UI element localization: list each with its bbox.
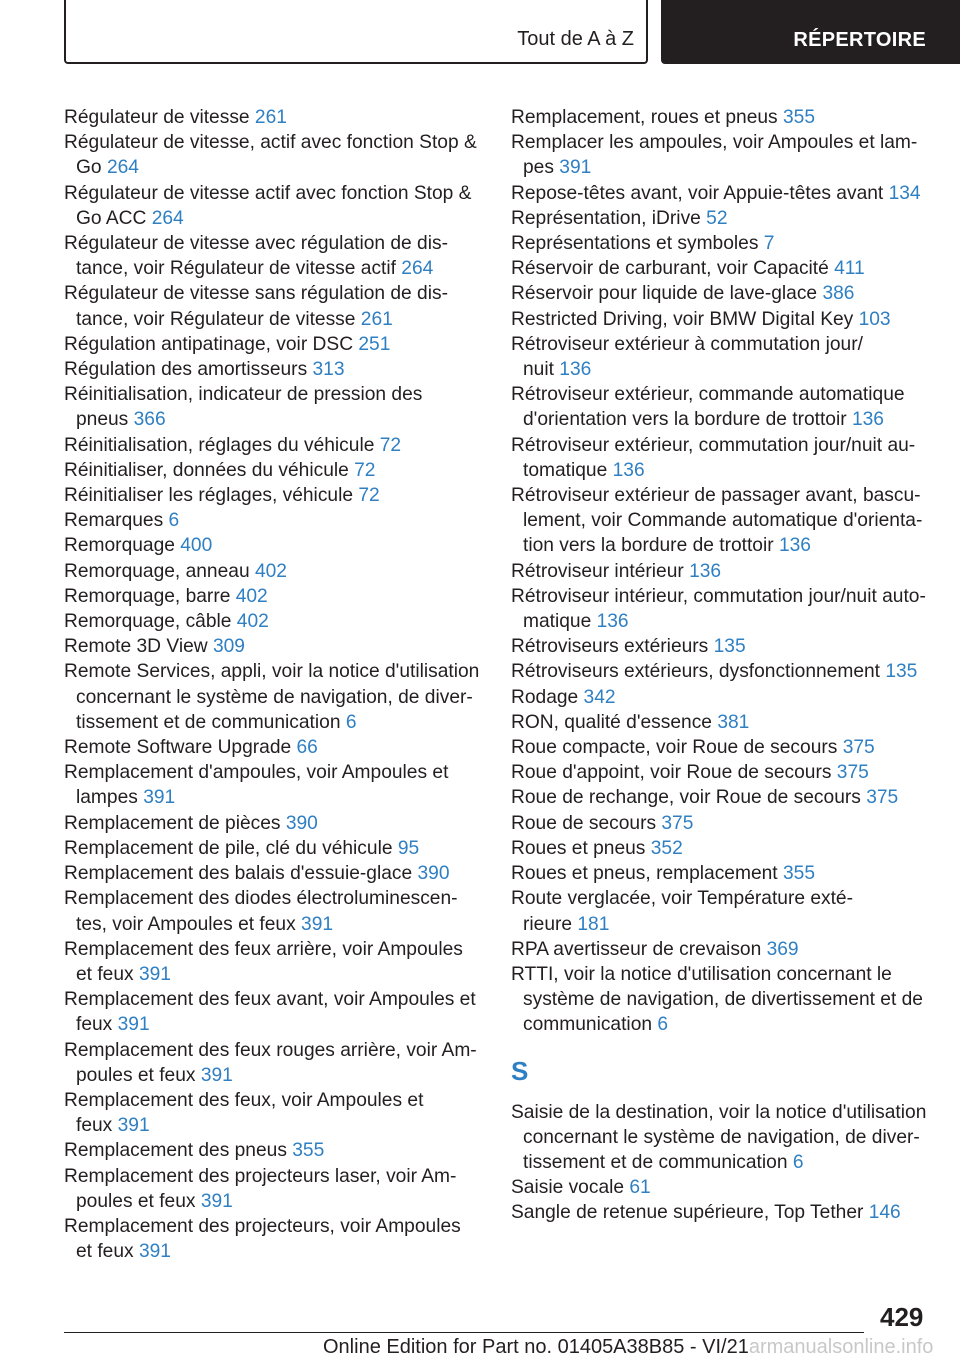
index-entry-text: Remplacement des diodes électroluminescen‐ (64, 888, 458, 910)
index-entry (511, 634, 941, 659)
index-entry-text: Repose-têtes avant, voir Appuie-têtes avant (511, 182, 889, 204)
page-reference-link[interactable]: 261 (360, 308, 393, 330)
index-entry-text: tance, voir Régulateur de vitesse (76, 308, 361, 330)
index-entry-text: Roues et pneus, remplacement (511, 863, 783, 885)
index-entry-text: Rétroviseurs extérieurs, dysfonctionnement (511, 661, 886, 683)
index-entry-text: Réinitialisation, indicateur de pression des (64, 384, 423, 406)
page-reference-link[interactable]: 391 (117, 1115, 150, 1137)
index-entry-text: Rétroviseur extérieur, commande automatique (511, 384, 905, 406)
page-reference-link[interactable]: 61 (629, 1177, 651, 1199)
page-reference-link[interactable]: 309 (212, 636, 245, 658)
header-tabs (0, 0, 960, 68)
index-entry (511, 1200, 941, 1225)
index-entry (511, 886, 941, 936)
page-reference-link[interactable]: 366 (133, 409, 166, 431)
index-entry-text: Rodage (511, 686, 584, 708)
index-entry-text: Réinitialiser, données du véhicule (64, 459, 355, 481)
index-entry-text: feux (76, 1115, 118, 1137)
page-reference-link[interactable]: 264 (106, 157, 139, 179)
index-entry (64, 508, 484, 533)
page-reference-link[interactable]: 391 (301, 913, 334, 935)
index-entry-text: Roue de secours (511, 812, 662, 834)
index-entry (511, 836, 941, 861)
tab-all-a-to-z[interactable] (64, 0, 648, 64)
index-entry-text: tion vers la bordure de trottoir (523, 535, 779, 557)
index-entry-text: Rétroviseur intérieur (511, 560, 690, 582)
index-entry (64, 382, 484, 432)
index-entry-text: Remote Services, appli, voir la notice d'utilisation (64, 661, 480, 683)
page-reference-link[interactable]: 355 (292, 1140, 325, 1162)
index-entry (64, 181, 484, 231)
index-entry-text: Roue d'appoint, voir Roue de secours (511, 762, 837, 784)
index-entry-text: Réinitialisation, réglages du véhicule (64, 434, 380, 456)
page-reference-link[interactable]: 6 (657, 1014, 669, 1036)
page-reference-link[interactable]: 103 (858, 308, 891, 330)
page-reference-link[interactable]: 355 (782, 863, 815, 885)
index-entry-text: Remplacement d'ampoules, voir Ampoules et (64, 762, 449, 784)
page-reference-link[interactable]: 375 (866, 787, 899, 809)
page-reference-link[interactable]: 136 (689, 560, 722, 582)
page-reference-link[interactable]: 375 (836, 762, 869, 784)
index-entry-text: nuit (523, 359, 560, 381)
index-entry (64, 886, 484, 936)
page-reference-link[interactable]: 391 (200, 1190, 233, 1212)
index-entry (64, 1214, 484, 1264)
page-reference-link[interactable]: 355 (782, 107, 815, 128)
page-reference-link[interactable]: 391 (117, 1014, 150, 1036)
index-entry-text: Remplacement des balais d'essuie-glace (64, 863, 418, 885)
page-reference-link[interactable]: 136 (612, 459, 645, 481)
index-entry (64, 559, 484, 584)
index-entries-r (511, 105, 941, 1038)
index-entry (64, 1138, 484, 1163)
index-entry-text: Restricted Driving, voir BMW Digital Key (511, 308, 859, 330)
footer-edition (323, 1336, 933, 1359)
index-entry (64, 760, 484, 810)
page-reference-link[interactable]: 375 (661, 812, 694, 834)
page-reference-link[interactable]: 402 (235, 585, 268, 607)
index-entry-text: Réservoir pour liquide de lave-glace (511, 283, 823, 305)
index-entry-text: Remorquage, câble (64, 611, 237, 633)
index-entry (511, 281, 941, 306)
index-entry-text: Route verglacée, voir Température exté‐ (511, 888, 853, 910)
index-entry (511, 559, 941, 584)
tab-index-label: RÉPERTOIRE (793, 29, 926, 51)
index-entry-text: pes (523, 157, 560, 179)
index-entry (511, 659, 941, 684)
index-entry-text: Régulation des amortisseurs (64, 359, 313, 381)
index-entry-text: poules et feux (76, 1064, 201, 1086)
index-entry-text: Remplacement, roues et pneus (511, 107, 783, 128)
page-reference-link[interactable]: 181 (577, 913, 610, 935)
index-entry (511, 937, 941, 962)
page-reference-link[interactable]: 136 (596, 611, 629, 633)
index-entry (64, 634, 484, 659)
index-entry-text: Saisie de la destination, voir la notice d'utilisation (511, 1101, 927, 1123)
page-reference-link[interactable]: 135 (713, 636, 746, 658)
index-entry-text: Go ACC (76, 207, 152, 229)
index-entry-text: Réinitialiser les réglages, véhicule (64, 485, 359, 507)
index-entry-text: poules et feux (76, 1190, 201, 1212)
page-reference-link[interactable]: 264 (401, 258, 434, 280)
index-entry-text: d'orientation vers la bordure de trottoir (523, 409, 852, 431)
page-reference-link[interactable]: 400 (180, 535, 213, 557)
index-entry-text: RON, qualité d'essence (511, 711, 718, 733)
index-entry-text: Régulation antipatinage, voir DSC (64, 333, 359, 355)
index-entry-text: Roue compacte, voir Roue de secours (511, 737, 843, 759)
index-entry (511, 785, 941, 810)
index-entry (511, 307, 941, 332)
page-reference-link[interactable]: 391 (138, 1241, 171, 1263)
index-entry-text: concernant le système de navigation, de diver‐ (523, 1126, 920, 1148)
index-entry-text: Rétroviseur extérieur à commutation jour/ (511, 333, 863, 355)
page-reference-link[interactable]: 390 (285, 812, 318, 834)
index-entry-text: concernant le système de navigation, de diver‐ (76, 686, 473, 708)
index-entry-text: feux (76, 1014, 118, 1036)
index-entry (64, 458, 484, 483)
index-entry (64, 937, 484, 987)
index-entry (64, 1038, 484, 1088)
index-entry (511, 105, 941, 130)
index-entry (64, 609, 484, 634)
index-entry-text: Rétroviseur extérieur, commutation jour/nuit au‐ (511, 434, 916, 456)
index-entry (64, 357, 484, 382)
index-entry (64, 130, 484, 180)
index-entry (64, 1088, 484, 1138)
index-entry-text: lampes (76, 787, 144, 809)
page-reference-link[interactable]: 391 (559, 157, 592, 179)
page-reference-link[interactable]: 411 (834, 258, 865, 280)
index-entry-text: tissement et de communication (523, 1151, 793, 1173)
index-entry (64, 332, 484, 357)
index-entry-text: Roue de rechange, voir Roue de secours (511, 787, 867, 809)
page-reference-link[interactable]: 375 (842, 737, 875, 759)
index-entry-text: Remarques (64, 510, 169, 532)
index-entry (64, 659, 484, 735)
index-entry-text: Représentation, iDrive (511, 207, 707, 229)
section-letter-s: S (511, 1055, 529, 1086)
index-entry (511, 861, 941, 886)
page-reference-link[interactable]: 342 (583, 686, 616, 708)
page-reference-link[interactable]: 72 (354, 459, 376, 481)
index-entry-text: pneus (76, 409, 134, 431)
index-entry-text: Remplacer les ampoules, voir Ampoules et lam‐ (511, 132, 918, 154)
page-reference-link[interactable]: 352 (650, 837, 683, 859)
index-entry-text: rieure (523, 913, 578, 935)
index-entry-text: Remplacement des feux rouges arrière, voir Am‐ (64, 1039, 477, 1061)
index-column-right (511, 105, 941, 1226)
index-entry (64, 231, 484, 281)
page-reference-link[interactable]: 6 (345, 711, 357, 733)
index-entry (511, 382, 941, 432)
footer-brand-watermark: armanualsonline.info (748, 1336, 934, 1358)
page-reference-link[interactable]: 381 (717, 711, 750, 733)
index-entry-text: Saisie vocale (511, 1177, 630, 1199)
index-entry-text: Remplacement des projecteurs laser, voir Am‐ (64, 1165, 457, 1187)
index-entry (511, 231, 941, 256)
index-entry-text: Rétroviseur intérieur, commutation jour/nuit auto‐ (511, 585, 926, 607)
index-entry-text: matique (523, 611, 597, 633)
page-reference-link[interactable]: 390 (417, 863, 450, 885)
page-reference-link[interactable]: 52 (706, 207, 728, 229)
page-reference-link[interactable]: 261 (254, 107, 287, 128)
index-entry-text: tomatique (523, 459, 613, 481)
index-entry (511, 685, 941, 710)
page-reference-link[interactable]: 391 (138, 963, 171, 985)
index-entry-text: Rétroviseur extérieur de passager avant, bascu‐ (511, 485, 921, 507)
index-entry-text: tes, voir Ampoules et feux (76, 913, 302, 935)
index-entry (511, 710, 941, 735)
page-reference-link[interactable]: 136 (559, 359, 592, 381)
page-reference-link[interactable]: 313 (312, 359, 345, 381)
index-entry-text: Remorquage, barre (64, 585, 236, 607)
page-reference-link[interactable]: 146 (868, 1202, 901, 1224)
index-entry-text: RPA avertisseur de crevaison (511, 938, 767, 960)
index-entry (64, 533, 484, 558)
index-entry-text: système de navigation, de divertissement et de (523, 989, 923, 1011)
index-entry (64, 433, 484, 458)
tab-index[interactable] (661, 0, 960, 64)
page-reference-link[interactable]: 72 (358, 485, 380, 507)
page-reference-link[interactable]: 66 (296, 737, 318, 759)
index-entry-text: Rétroviseurs extérieurs (511, 636, 714, 658)
index-entry (511, 206, 941, 231)
index-entry-text: Régulateur de vitesse avec régulation de dis‐ (64, 233, 448, 255)
index-entry (511, 181, 941, 206)
index-entry (64, 735, 484, 760)
index-entry (511, 433, 941, 483)
index-entry-text: Réservoir de carburant, voir Capacité (511, 258, 835, 280)
page-reference-link[interactable]: 135 (885, 661, 918, 683)
index-entry-text: Remplacement de pièces (64, 812, 286, 834)
index-entry (64, 861, 484, 886)
index-entry (511, 1175, 941, 1200)
page-number: 429 (880, 1302, 924, 1332)
index-entry-text: communication (523, 1014, 658, 1036)
page-reference-link[interactable]: 402 (236, 611, 269, 633)
tab-all-a-to-z-label: Tout de A à Z (517, 28, 634, 50)
index-entry (64, 1164, 484, 1214)
index-entry-text: Remplacement des pneus (64, 1140, 293, 1162)
page-reference-link[interactable]: 264 (151, 207, 184, 229)
index-entry-text: Remplacement des feux, voir Ampoules et (64, 1089, 424, 1111)
index-entry (511, 483, 941, 559)
index-entry-text: Remorquage, anneau (64, 560, 255, 582)
index-entry-text: Sangle de retenue supérieure, Top Tether (511, 1202, 869, 1224)
index-entry-text: Remplacement des projecteurs, voir Ampoules (64, 1215, 461, 1237)
index-entry (64, 281, 484, 331)
index-entry (511, 584, 941, 634)
index-entry-text: et feux (76, 963, 139, 985)
index-entry (511, 760, 941, 785)
index-entry-text: tance, voir Régulateur de vitesse actif (76, 258, 402, 280)
page-reference-link[interactable]: 136 (778, 535, 811, 557)
index-entry (64, 987, 484, 1037)
index-entry-text: Remplacement des feux arrière, voir Ampoules (64, 938, 463, 960)
page-reference-link[interactable]: 6 (792, 1151, 804, 1173)
index-entry-text: et feux (76, 1241, 139, 1263)
index-entry-text: Remote 3D View (64, 636, 213, 658)
page-reference-link[interactable]: 136 (851, 409, 884, 431)
page-reference-link[interactable]: 7 (763, 233, 775, 255)
index-entry (511, 130, 941, 180)
index-entry-text: Remote Software Upgrade (64, 737, 297, 759)
page-reference-link[interactable]: 251 (358, 333, 391, 355)
page-reference-link[interactable]: 386 (822, 283, 855, 305)
index-entries-s (511, 1100, 941, 1226)
page-reference-link[interactable]: 369 (766, 938, 799, 960)
index-entry (511, 962, 941, 1038)
index-entry-text: Régulateur de vitesse sans régulation de dis‐ (64, 283, 448, 305)
index-entry-text: Go (76, 157, 107, 179)
index-entry (511, 256, 941, 281)
index-entry-text: Régulateur de vitesse (64, 107, 255, 128)
index-entry (64, 483, 484, 508)
index-entry-text: tissement et de communication (76, 711, 346, 733)
page-reference-link[interactable]: 95 (397, 837, 420, 859)
page-reference-link[interactable]: 402 (254, 560, 287, 582)
index-entry-text: Représentations et symboles (511, 233, 764, 255)
index-entry (64, 836, 484, 861)
page-reference-link[interactable]: 391 (143, 787, 176, 809)
index-entry-text: Roues et pneus (511, 837, 651, 859)
index-entry-text: Régulateur de vitesse actif avec fonction Stop & (64, 182, 472, 204)
index-entry (511, 735, 941, 760)
index-entry-text: Remplacement des feux avant, voir Ampoules et (64, 989, 476, 1011)
index-entry (64, 105, 484, 130)
index-entry-text: lement, voir Commande automatique d'orienta‐ (523, 510, 923, 532)
index-entry-text: Régulateur de vitesse, actif avec fonction Stop & (64, 132, 477, 154)
index-entry (64, 811, 484, 836)
index-entry-text: Remorquage (64, 535, 181, 557)
index-entry-text: RTTI, voir la notice d'utilisation concernant le (511, 963, 892, 985)
index-entry (511, 1100, 941, 1176)
page-reference-link[interactable]: 72 (379, 434, 402, 456)
index-entry-text: Remplacement de pile, clé du véhicule (64, 837, 398, 859)
footer-divider (64, 1332, 864, 1333)
page-reference-link[interactable]: 134 (888, 182, 921, 204)
index-entry (64, 584, 484, 609)
page-reference-link[interactable]: 6 (168, 510, 180, 532)
index-column-left (64, 105, 484, 1264)
index-entry (511, 332, 941, 382)
index-entry (511, 811, 941, 836)
page-reference-link[interactable]: 391 (200, 1064, 233, 1086)
footer-edition-text: Online Edition for Part no. 01405A38B85 - VI/21 (323, 1336, 749, 1358)
